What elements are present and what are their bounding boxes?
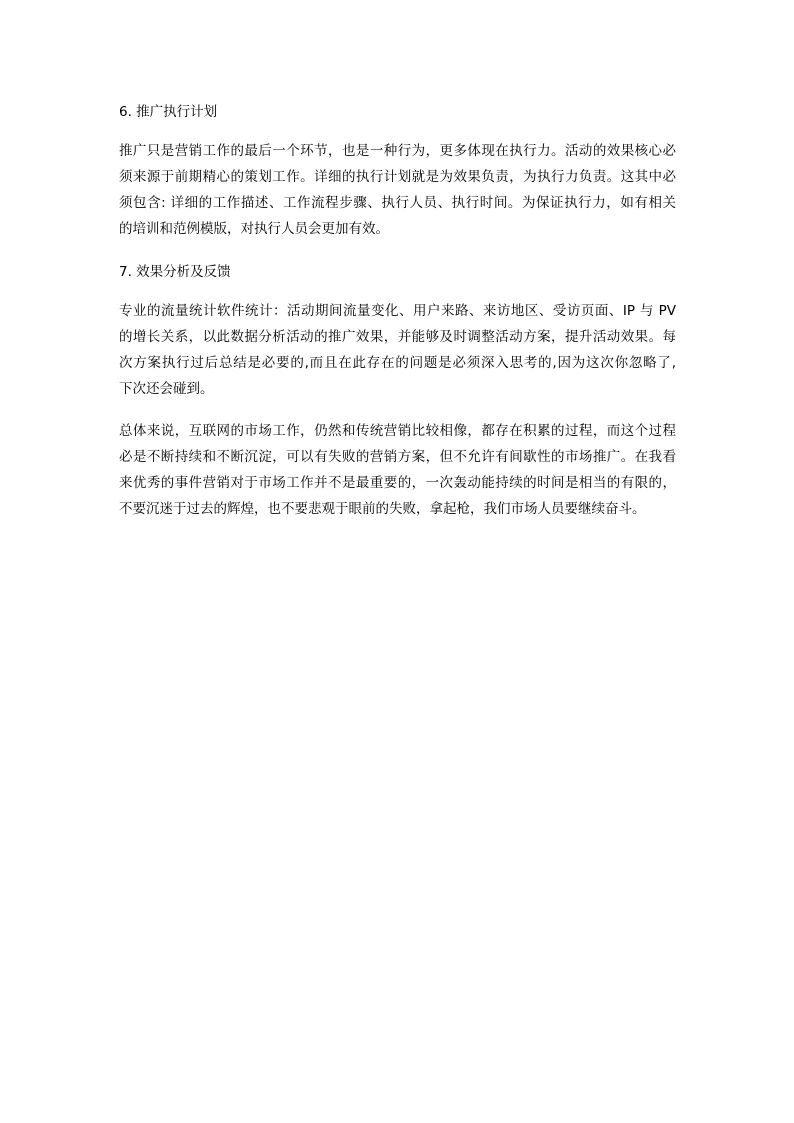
paragraph-line: 推广只是营销工作的最后一个环节，也是一种行为，更多体现在执行力。活动的效果核心必 (119, 143, 676, 159)
paragraph-line: 不要沉迷于过去的辉煌，也不要悲观于眼前的失败，拿起枪，我们市场人员要继续奋斗。 (119, 501, 646, 517)
section-paragraph-6 (119, 138, 676, 242)
section-paragraph-7 (119, 298, 676, 402)
section-heading-7: 7. 效果分析及反馈 (119, 264, 231, 280)
document-body (119, 98, 676, 538)
section-heading-6: 6. 推广执行计划 (119, 104, 218, 120)
paragraph-line: 必是不断持续和不断沉淀，可以有失败的营销方案，但不允许有间歇性的市场推广。在我看 (119, 449, 676, 465)
paragraph-line: 次方案执行过后总结是必要的,而且在此存在的问题是必须深入思考的,因为这次你忽略了, (119, 355, 676, 371)
paragraph-line: 的增长关系，以此数据分析活动的推广效果，并能够及时调整活动方案，提升活动效果。每 (119, 329, 676, 345)
paragraph-line: 来优秀的事件营销对于市场工作并不是最重要的，一次轰动能持续的时间是相当的有限的， (119, 475, 676, 491)
paragraph-line: 下次还会碰到。 (119, 381, 214, 397)
conclusion-paragraph (119, 418, 676, 522)
paragraph-line: 总体来说，互联网的市场工作，仍然和传统营销比较相像，都存在积累的过程，而这个过程 (119, 423, 676, 439)
paragraph-line: 专业的流量统计软件统计：活动期间流量变化、用户来路、来访地区、受访页面、IP 与 PV (119, 303, 676, 319)
paragraph-line: 须包含: 详细的工作描述、工作流程步骤、执行人员、执行时间。为保证执行力，如有相关 (119, 195, 676, 211)
paragraph-line: 的培训和范例模版，对执行人员会更加有效。 (119, 221, 389, 237)
paragraph-line: 须来源于前期精心的策划工作。详细的执行计划就是为效果负责，为执行力负责。这其中必 (119, 169, 676, 185)
